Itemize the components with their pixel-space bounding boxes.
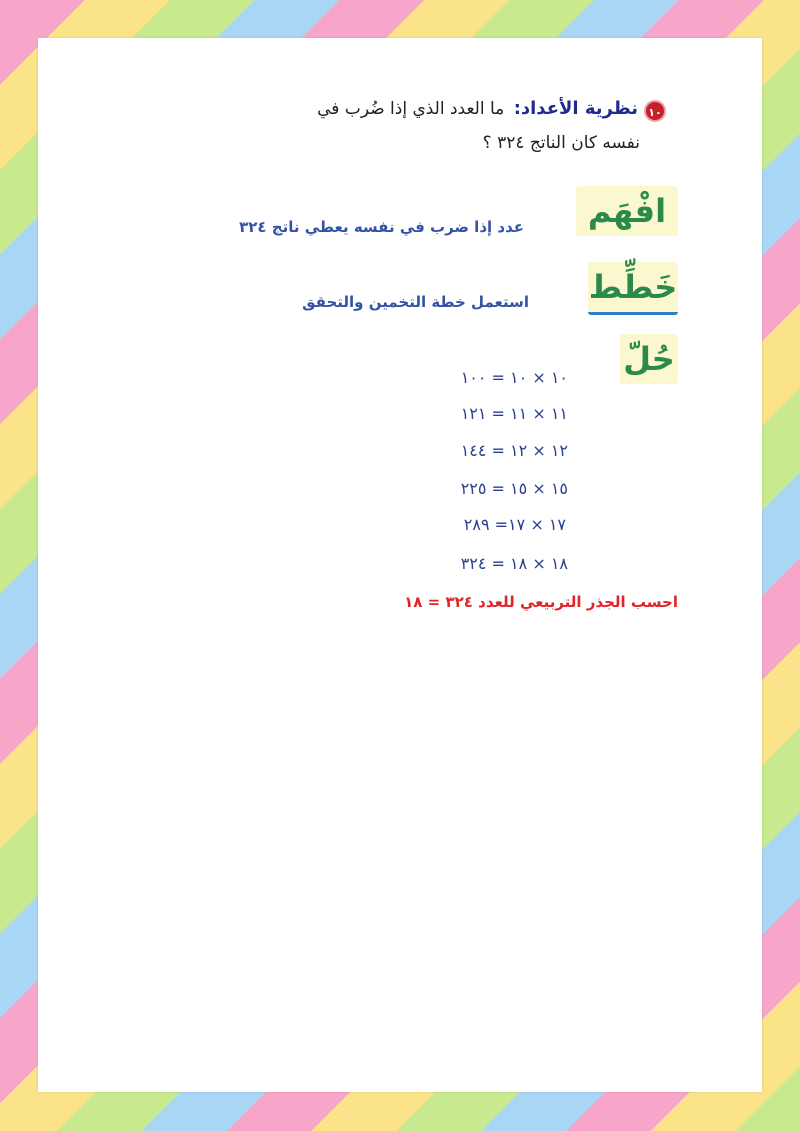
understand-step-label [576, 186, 678, 236]
question-line-1 [317, 98, 638, 119]
understand-step-text: عدد إذا ضرب في نفسه يعطي ناتج ٣٢٤ [239, 218, 524, 236]
calculation-line: ١٢ × ١٢ = ١٤٤ [460, 441, 568, 460]
calculation-line: ١١ × ١١ = ١٢١ [460, 404, 568, 423]
calculation-line: ١٠ × ١٠ = ١٠٠ [460, 368, 568, 387]
solve-step-label: حُلّ [620, 334, 678, 384]
question-line-2: نفسه كان الناتج ٣٢٤ ؟ [482, 133, 640, 153]
understand-label-text: افْهَم [587, 192, 667, 230]
question-number-badge: ١٠ [644, 100, 666, 122]
answer-text: احسب الجذر التربيعي للعدد ٣٢٤ = ١٨ [404, 593, 678, 611]
question-title: نظرية الأعداد: [513, 98, 638, 119]
worksheet-page [38, 38, 762, 1092]
calculation-line: ١٨ × ١٨ = ٣٢٤ [460, 554, 568, 573]
calculation-line: ١٧ × ١٧= ٢٨٩ [463, 515, 566, 534]
plan-step-text: استعمل خطة التخمين والتحقق [302, 293, 529, 311]
calculation-line: ١٥ × ١٥ = ٢٢٥ [460, 479, 568, 498]
question-text-1: ما العدد الذي إذا ضُرب في [317, 99, 505, 119]
plan-step-label: خَطِّط [588, 262, 678, 315]
